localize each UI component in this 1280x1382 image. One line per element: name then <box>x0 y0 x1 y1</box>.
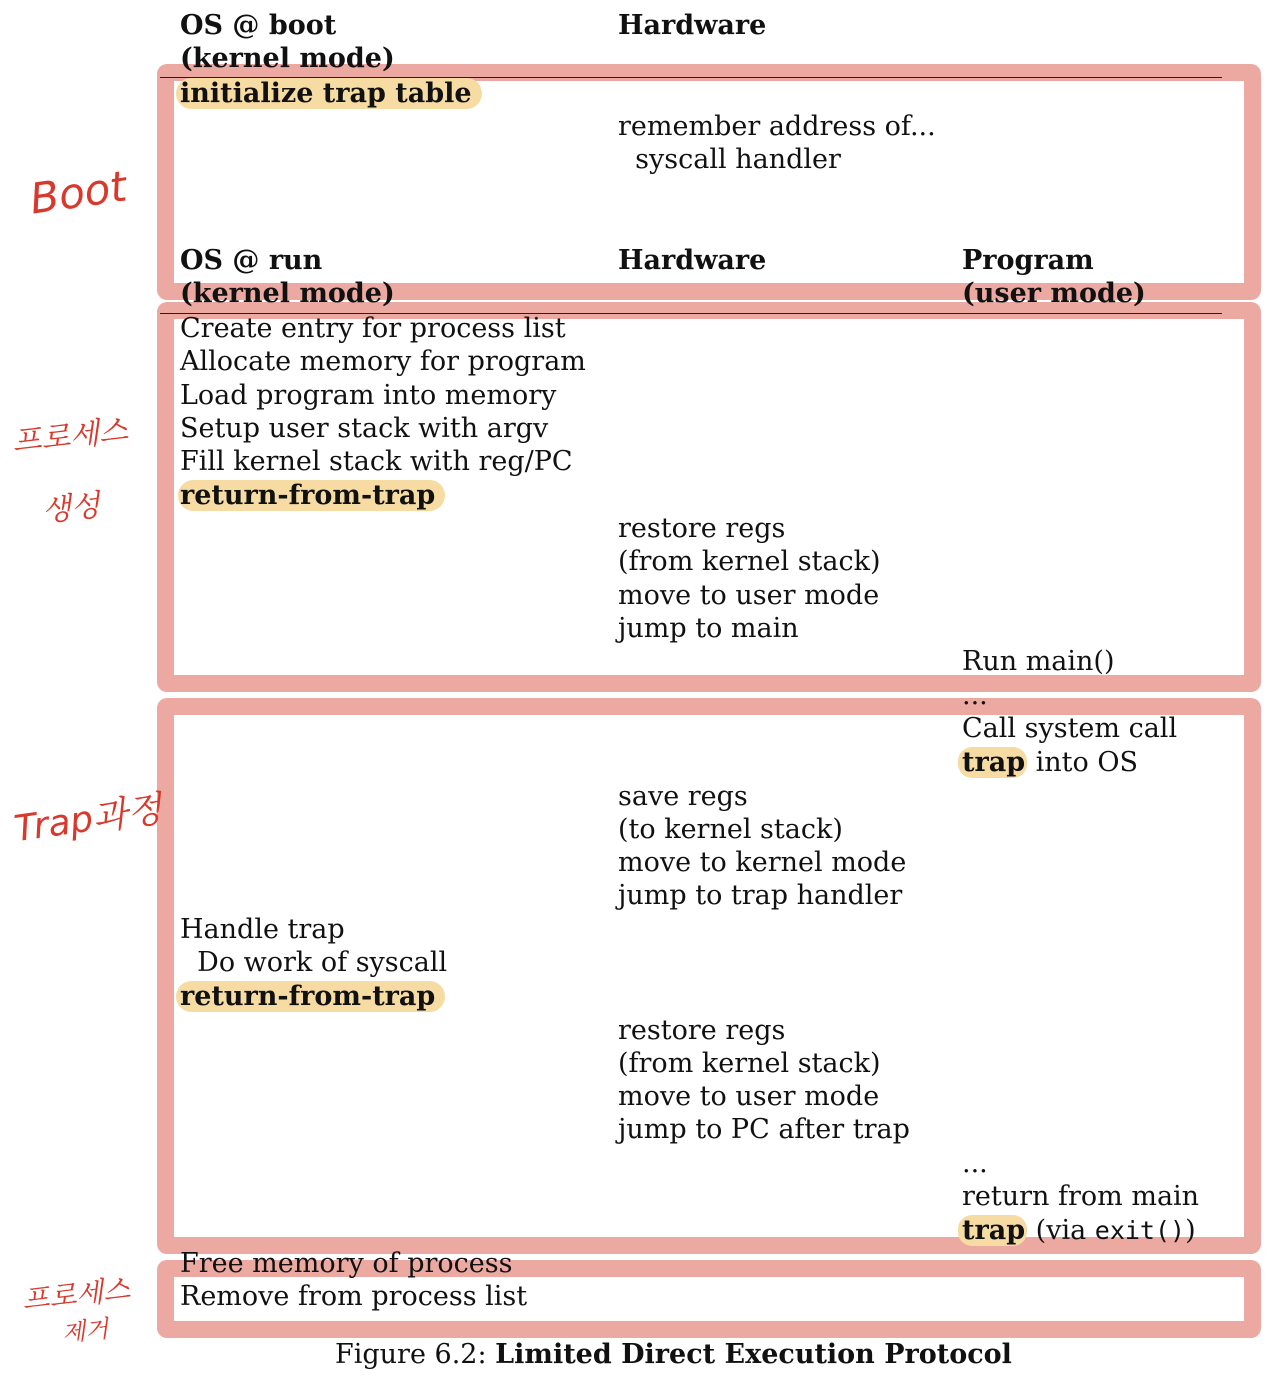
annotation-trap: Trap과정 <box>11 788 165 851</box>
trap-hw-1: save regs <box>618 781 748 812</box>
run-program-mode: (user mode) <box>962 278 1146 309</box>
trap-hw-6: (from kernel stack) <box>618 1048 881 1079</box>
run-os-mode: (kernel mode) <box>180 278 395 309</box>
create-os-1: Create entry for process list <box>180 313 566 344</box>
boot-os-header: OS @ boot <box>180 10 337 41</box>
annotation-boot: Boot <box>26 161 130 224</box>
boot-os-row-1 <box>176 77 482 110</box>
exit-os-1: Free memory of process <box>180 1248 513 1279</box>
trap-hw-4: jump to trap handler <box>618 880 903 911</box>
trap-os-1: Handle trap <box>180 914 345 945</box>
create-hw-1: restore regs <box>618 513 786 544</box>
highlight: return-from-trap <box>176 981 445 1012</box>
annotation-create-2: 생성 <box>40 488 102 529</box>
create-hw-3: move to user mode <box>618 580 880 611</box>
boot-hw-row-1: remember address of... <box>618 111 936 142</box>
boot-hardware-header: Hardware <box>618 10 767 41</box>
trap-hw-2: (to kernel stack) <box>618 814 843 845</box>
trap-prog-4: ... <box>962 1148 988 1179</box>
highlight: trap <box>958 1215 1027 1246</box>
trap-prog-2: Call system call <box>962 713 1178 744</box>
trap-prog-1: ... <box>962 680 988 711</box>
trap-hw-5: restore regs <box>618 1015 786 1046</box>
create-os-2: Allocate memory for program <box>180 346 586 377</box>
run-os-header: OS @ run <box>180 245 323 276</box>
figure-caption: Figure 6.2: Limited Direct Execution Protocol <box>335 1339 1012 1370</box>
annotation-create-1: 프로세스 <box>10 413 130 460</box>
create-os-3: Load program into memory <box>180 380 557 411</box>
annotation-exit-2: 제거 <box>60 1314 110 1348</box>
trap-hw-3: move to kernel mode <box>618 847 907 878</box>
boot-os-mode: (kernel mode) <box>180 43 395 74</box>
trap-hw-8: jump to PC after trap <box>618 1114 910 1145</box>
trap-hw-7: move to user mode <box>618 1081 880 1112</box>
annotation-exit-1: 프로세스 <box>20 1272 132 1317</box>
trap-prog-6: trap (via exit()) <box>958 1214 1196 1247</box>
create-prog-1: Run main() <box>962 646 1115 677</box>
create-os-4: Setup user stack with argv <box>180 413 549 444</box>
highlight: trap <box>958 747 1027 778</box>
create-os-5: Fill kernel stack with reg/PC <box>180 446 573 477</box>
create-hw-2: (from kernel stack) <box>618 546 881 577</box>
trap-os-2: Do work of syscall <box>180 947 448 978</box>
trap-os-3 <box>176 980 445 1013</box>
highlight: return-from-trap <box>178 480 445 511</box>
exit-os-2: Remove from process list <box>180 1281 528 1312</box>
trap-prog-5: return from main <box>962 1181 1200 1212</box>
trap-prog-3: trap into OS <box>958 746 1138 779</box>
run-hardware-header: Hardware <box>618 245 767 276</box>
create-os-6 <box>178 479 445 512</box>
create-hw-4: jump to main <box>618 613 799 644</box>
highlight: initialize trap table <box>176 78 482 109</box>
run-program-header: Program <box>962 245 1094 276</box>
boot-hw-row-2: syscall handler <box>618 144 841 175</box>
